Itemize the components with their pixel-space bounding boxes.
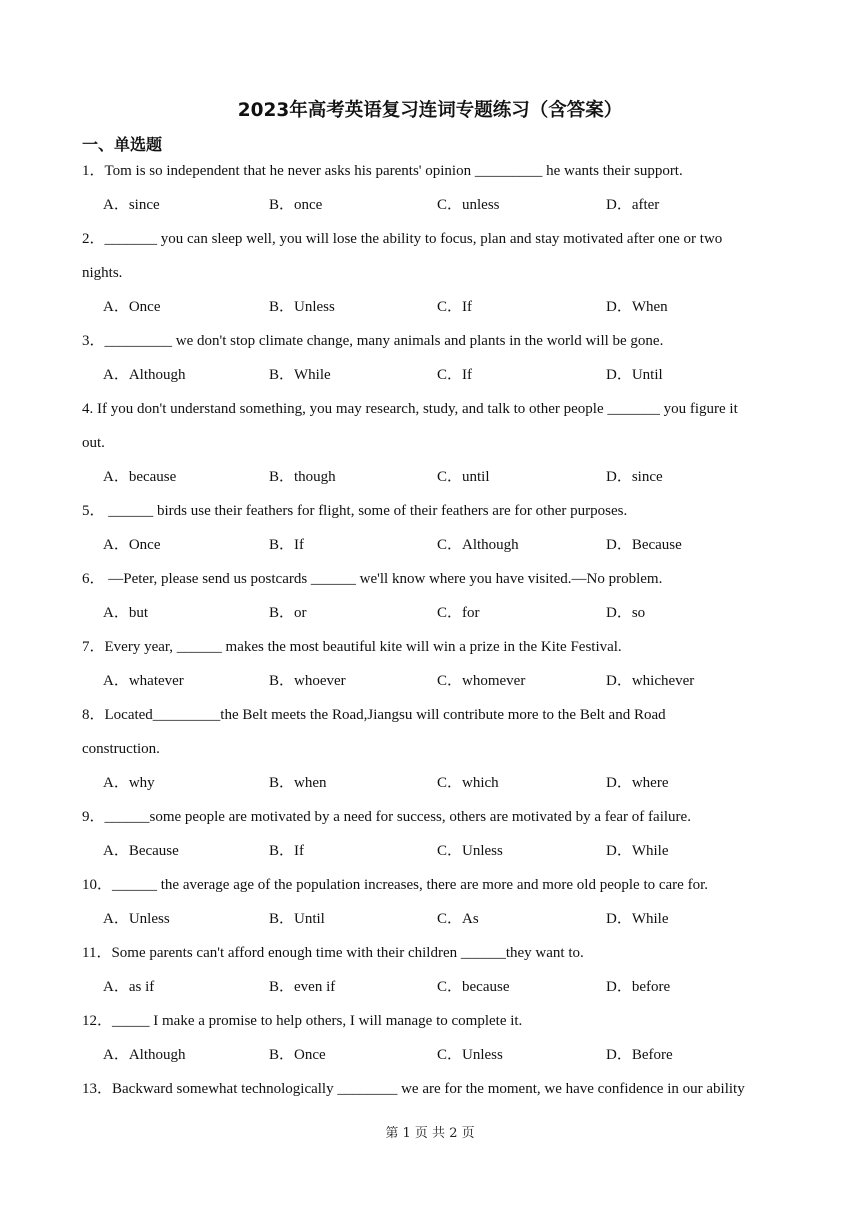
question-text: 9．______some people are motivated by a need for success, others are motivated by a fear of failure.: [82, 809, 691, 825]
answer-option: D．where: [606, 775, 669, 791]
question-list: [82, 154, 782, 1106]
answer-options: [82, 358, 782, 392]
answer-option: D．after: [606, 197, 660, 213]
answer-option: D．since: [606, 469, 663, 485]
answer-option: D．When: [606, 299, 668, 315]
answer-option: C．Unless: [437, 1047, 503, 1063]
answer-option: A．Once: [103, 537, 161, 553]
question-text: 3．_________ we don't stop climate change, many animals and plants in the world will be gone.: [82, 333, 664, 349]
answer-option: A．Because: [103, 843, 179, 859]
answer-option: D．so: [606, 605, 646, 621]
answer-option: C．If: [437, 367, 472, 383]
question-text: construction.: [82, 741, 160, 757]
answer-option: C．whomever: [437, 673, 526, 689]
answer-options: [82, 1038, 782, 1072]
question-text: 13．Backward somewhat technologically ________ we are for the moment, we have confidence in our ability: [82, 1081, 745, 1097]
question-text: 1．Tom is so independent that he never asks his parents' opinion _________ he wants their support.: [82, 163, 683, 179]
answer-option: C．unless: [437, 197, 500, 213]
answer-option: B．once: [269, 197, 323, 213]
answer-option: B．when: [269, 775, 327, 791]
question-text: out.: [82, 435, 105, 451]
section-heading: 一、单选题: [82, 135, 163, 154]
question-item: [82, 630, 782, 698]
question-item: [82, 800, 782, 868]
answer-option: C．Although: [437, 537, 519, 553]
question-item: [82, 698, 782, 800]
answer-option: C．for: [437, 605, 480, 621]
answer-option: B．though: [269, 469, 336, 485]
question-text: 7．Every year, ______ makes the most beautiful kite will win a prize in the Kite Festival.: [82, 639, 622, 655]
answer-options: [82, 902, 782, 936]
question-text: 2．_______ you can sleep well, you will lose the ability to focus, plan and stay motivated after one or two: [82, 231, 723, 247]
question-text: 11．Some parents can't afford enough time with their children ______they want to.: [82, 945, 584, 961]
answer-option: A．Once: [103, 299, 161, 315]
question-text: 10．______ the average age of the population increases, there are more and more old people to care for.: [82, 877, 709, 893]
answer-option: D．Because: [606, 537, 682, 553]
answer-option: B．even if: [269, 979, 336, 995]
question-item: [82, 868, 782, 936]
question-item: [82, 562, 782, 630]
answer-option: A．whatever: [103, 673, 184, 689]
answer-option: B．Until: [269, 911, 325, 927]
question-text: nights.: [82, 265, 123, 281]
question-item: [82, 222, 782, 324]
page-footer: 第 1 页 共 2 页: [385, 1126, 475, 1141]
answer-option: C．If: [437, 299, 472, 315]
answer-options: [82, 664, 782, 698]
answer-option: C．because: [437, 979, 510, 995]
answer-options: [82, 766, 782, 800]
answer-option: D．While: [606, 843, 669, 859]
question-item: [82, 324, 782, 392]
answer-option: A．because: [103, 469, 177, 485]
answer-options: [82, 188, 782, 222]
answer-options: [82, 290, 782, 324]
answer-option: A．since: [103, 197, 160, 213]
question-text: 6． —Peter, please send us postcards ______ we'll know where you have visited.—No problem.: [82, 571, 663, 587]
answer-options: [82, 460, 782, 494]
answer-option: B．While: [269, 367, 331, 383]
question-item: [82, 154, 782, 222]
answer-option: A．but: [103, 605, 149, 621]
answer-options: [82, 834, 782, 868]
question-item: [82, 1004, 782, 1072]
question-item: [82, 392, 782, 494]
answer-option: B．Unless: [269, 299, 335, 315]
answer-option: C．Unless: [437, 843, 503, 859]
answer-option: A．Unless: [103, 911, 170, 927]
answer-option: D．whichever: [606, 673, 695, 689]
answer-option: B．If: [269, 843, 304, 859]
answer-option: B．or: [269, 605, 307, 621]
answer-options: [82, 970, 782, 1004]
question-text: 5． ______ birds use their feathers for flight, some of their feathers are for other purposes.: [82, 503, 628, 519]
answer-option: A．as if: [103, 979, 155, 995]
question-item: [82, 494, 782, 562]
answer-option: D．Until: [606, 367, 663, 383]
answer-option: B．Once: [269, 1047, 326, 1063]
question-item: [82, 1072, 782, 1106]
answer-option: D．before: [606, 979, 671, 995]
answer-option: B．If: [269, 537, 304, 553]
answer-option: D．While: [606, 911, 669, 927]
answer-option: A．Although: [103, 1047, 186, 1063]
answer-option: C．which: [437, 775, 499, 791]
question-text: 12．_____ I make a promise to help others, I will manage to complete it.: [82, 1013, 523, 1029]
answer-options: [82, 528, 782, 562]
question-item: [82, 936, 782, 1004]
question-text: 8．Located_________the Belt meets the Road,Jiangsu will contribute more to the Belt and Road: [82, 707, 666, 723]
answer-option: A．Although: [103, 367, 186, 383]
answer-option: C．until: [437, 469, 490, 485]
answer-option: C．As: [437, 911, 479, 927]
question-text: 4. If you don't understand something, you may research, study, and talk to other people _______ you figure it: [82, 401, 738, 417]
answer-option: B．whoever: [269, 673, 346, 689]
page-title: 2023年高考英语复习连词专题练习（含答案）: [237, 100, 623, 121]
answer-option: A．why: [103, 775, 155, 791]
answer-options: [82, 596, 782, 630]
answer-option: D．Before: [606, 1047, 673, 1063]
